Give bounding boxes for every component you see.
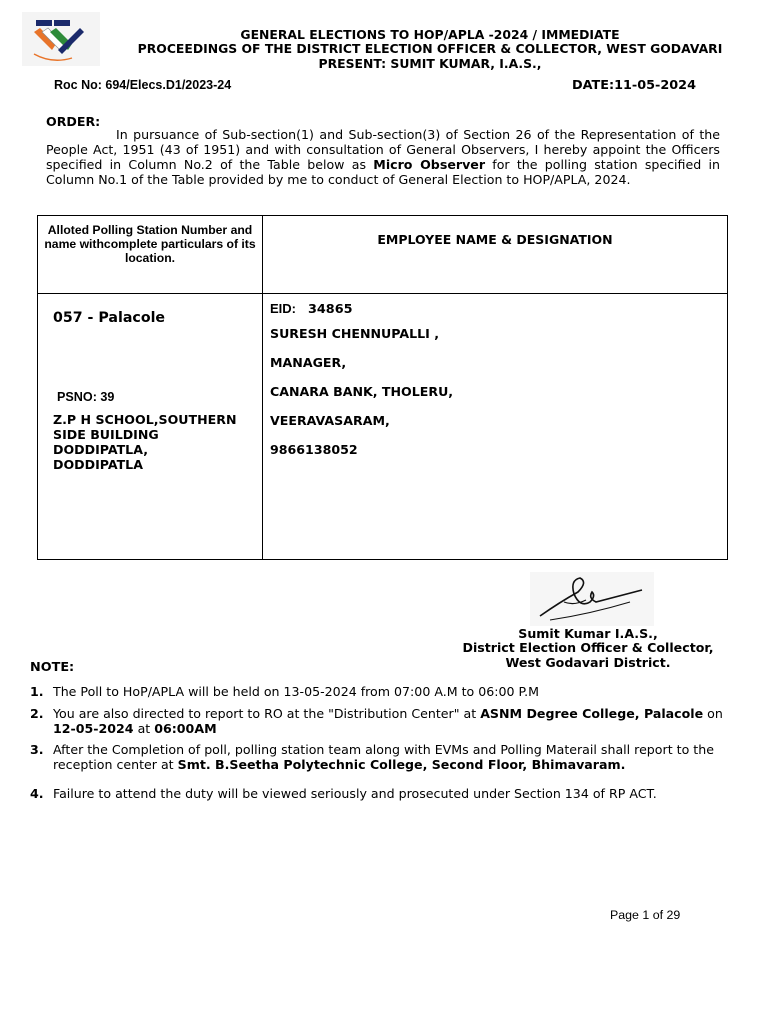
col1-header: Alloted Polling Station Number and name withcomplete particulars of its location. [38,216,263,294]
station-location [53,412,253,472]
order-date: DATE:11-05-2024 [572,78,696,93]
employee-place: VEERAVASARAM, [270,413,390,428]
employee-office: CANARA BANK, THOLERU, [270,384,454,399]
header-line-1: GENERAL ELECTIONS TO HOP/APLA -2024 / IMMEDIATE [240,27,620,42]
psno-value: 39 [100,390,115,404]
note-label: NOTE: [30,660,75,675]
election-commission-logo-icon [22,12,100,66]
order-text-1: In pursuance of Sub-section(1) and Sub-section(3) of Section 26 of the Representation of the People Act, 1951 (43 of 1951) and with consultation of General Observers, I hereby appoint the Officers specified in Column No.2 of the Table below as [46,127,720,172]
signatory-district: West Godavari District. [505,655,671,670]
note-item [30,786,730,801]
note-text-part: After the Completion of poll, polling station team along with EVMs and Polling Materail shall report to the reception center at [53,742,714,772]
note-item [30,684,730,699]
header-line-2: PROCEEDINGS OF THE DISTRICT ELECTION OFFICER & COLLECTOR, WEST GODAVARI [137,41,723,56]
location-line: DODDIPATLA [53,457,143,472]
distribution-center: ASNM Degree College, Palacole [480,706,704,721]
signature-image [530,572,654,626]
note-text-part: on [703,706,723,721]
signatory-name: Sumit Kumar I.A.S., [518,626,658,641]
note-number: 1. [30,684,44,699]
station-name: 057 - Palacole [53,310,166,326]
signatory-title: District Election Officer & Collector, [462,640,714,655]
roc-number: Roc No: 694/Elecs.D1/2023-24 [54,78,232,92]
appointment-table [37,215,728,560]
location-line: SIDE BUILDING [53,427,159,442]
employee-cell [263,294,728,560]
psno [57,390,114,404]
location-line: Z.P H SCHOOL,SOUTHERN [53,412,237,427]
note-text-part: You are also directed to report to RO at the "Distribution Center" at [53,706,481,721]
order-role: Micro Observer [373,157,486,172]
page-number: Page 1 of 29 [610,908,681,922]
order-text-2: for the polling station specified in Column No.1 of the Table provided by me to conduct of General Election to HOP/APLA, 2024. [46,157,720,187]
eid-value: 34865 [308,302,353,317]
col2-header: EMPLOYEE NAME & DESIGNATION [263,216,728,294]
employee-name: SURESH CHENNUPALLI , [270,326,440,341]
note-number: 3. [30,742,44,757]
note-number: 4. [30,786,44,801]
order-paragraph [46,127,720,187]
header-line-3: PRESENT: SUMIT KUMAR, I.A.S., [318,56,542,71]
polling-station-cell [38,294,263,560]
table-header-row [38,216,728,294]
psno-label: PSNO: [57,390,97,404]
employee-phone: 9866138052 [270,442,358,457]
employee-id [270,301,353,317]
table-row [38,294,728,560]
employee-designation: MANAGER, [270,355,347,370]
note-text [53,742,730,772]
order-label: ORDER: [46,114,101,129]
note-text [53,706,730,736]
note-item [30,742,730,772]
note-text-part: at [133,721,155,736]
note-text: Failure to attend the duty will be viewed seriously and prosecuted under Section 134 of RP ACT. [53,786,657,801]
report-time: 06:00AM [154,721,217,736]
note-item [30,706,730,736]
eid-label: EID: [270,301,296,316]
location-line: DODDIPATLA, [53,442,148,457]
report-date: 12-05-2024 [53,721,134,736]
reception-center: Smt. B.Seetha Polytechnic College, Second Floor, Bhimavaram. [177,757,626,772]
note-text: The Poll to HoP/APLA will be held on 13-05-2024 from 07:00 A.M to 06:00 P.M [53,684,540,699]
note-number: 2. [30,706,44,721]
